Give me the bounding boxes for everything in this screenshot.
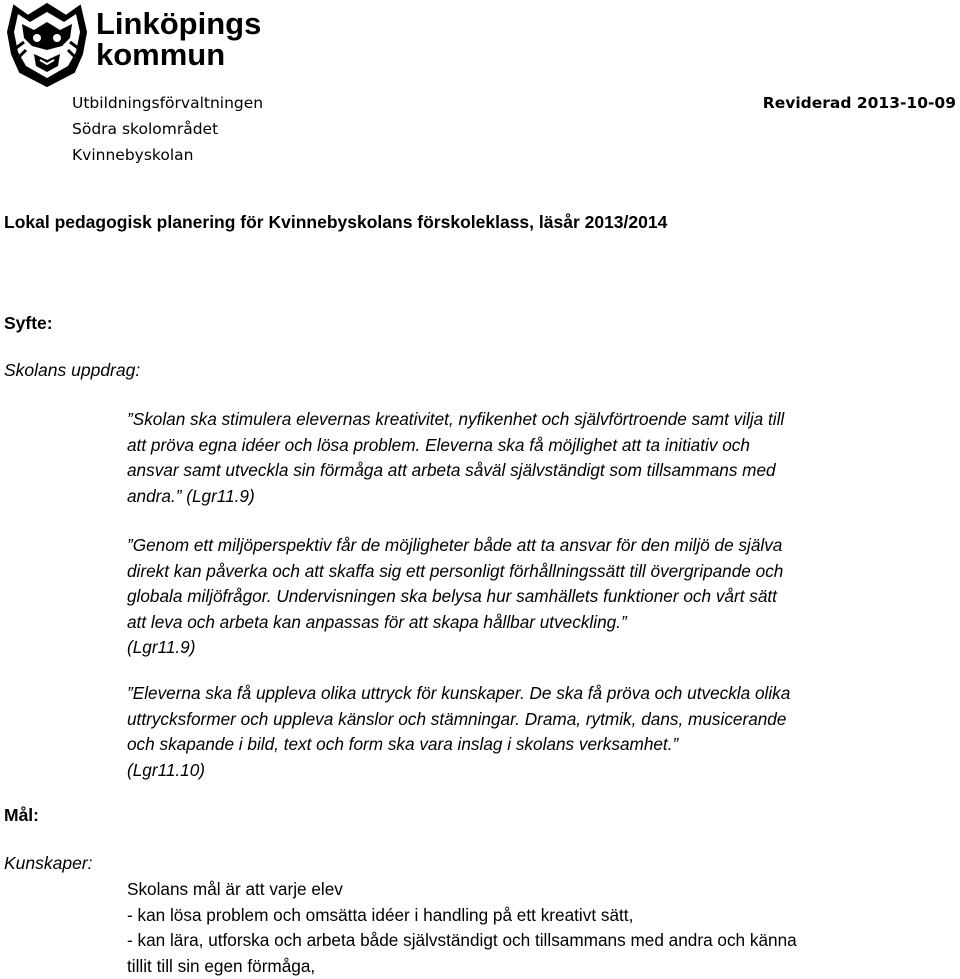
organization-block: [72, 90, 263, 168]
skolans-uppdrag-label: Skolans uppdrag:: [4, 360, 141, 380]
quote-line: (Lgr11.10): [127, 759, 206, 780]
quote-paragraph: [127, 407, 957, 509]
brand-wordmark: [96, 8, 261, 70]
quote-line: ansvar samt utveckla sin förmåga att arbeta såväl självständigt som tillsammans med: [127, 460, 776, 480]
quote-line: andra.” (Lgr11.9): [127, 485, 255, 506]
quote-line: att pröva egna idéer och lösa problem. Eleverna ska få möjlighet att ta initiativ och: [127, 434, 750, 455]
brand-line-2: kommun: [96, 37, 226, 72]
kunskaper-paragraph: [127, 877, 957, 979]
mal-label: Mål:: [4, 805, 39, 825]
kunskaper-line: tillit till sin egen förmåga,: [127, 955, 316, 976]
quote-line: och skapande i bild, text och form ska vara inslag i skolans verksamhet.”: [127, 734, 679, 754]
quote-line: ”Genom ett miljöperspektiv får de möjligheter både att ta ansvar för den miljö de själva: [127, 535, 783, 555]
kunskaper-line: - kan lära, utforska och arbeta både självständigt och tillsammans med andra och känna: [127, 930, 797, 950]
kunskaper-label: Kunskaper:: [4, 853, 93, 873]
org-line: Utbildningsförvaltningen: [72, 94, 264, 112]
syfte-label: Syfte:: [4, 313, 53, 333]
quote-line: ”Eleverna ska få uppleva olika uttryck för kunskaper. De ska få pröva och utveckla olika: [127, 683, 791, 703]
quote-line: (Lgr11.9): [127, 637, 196, 657]
quote-line: uttrycksformer och uppleva känslor och stämningar. Drama, rytmik, dans, musicerande: [127, 708, 787, 729]
brand-line-1: Linköpings: [96, 6, 262, 41]
quote-line: globala miljöfrågor. Undervisningen ska belysa hur samhällets funktioner och vårt sätt: [127, 586, 777, 606]
org-line: Södra skolområdet: [72, 120, 219, 138]
kunskaper-line: Skolans mål är att varje elev: [127, 879, 343, 899]
kunskaper-line: - kan lösa problem och omsätta idéer i handling på ett kreativt sätt,: [127, 904, 634, 925]
quote-line: direkt kan påverka och att skaffa sig ett personligt förhållningssätt till övergripande och: [127, 560, 784, 581]
quote-paragraph: [127, 681, 957, 783]
revision-date: Reviderad 2013-10-09: [762, 94, 956, 112]
document-title: Lokal pedagogisk planering för Kvinnebyskolans förskoleklass, läsår 2013/2014: [4, 212, 668, 232]
quote-paragraph: [127, 533, 957, 661]
quote-line: att leva och arbeta kan anpassas för att skapa hållbar utveckling.”: [127, 611, 627, 632]
org-line: Kvinnebyskolan: [72, 146, 194, 164]
quote-line: ”Skolan ska stimulera elevernas kreativitet, nyfikenhet och självförtroende samt vilja till: [127, 409, 785, 429]
lion-emblem-logo: [4, 2, 90, 88]
